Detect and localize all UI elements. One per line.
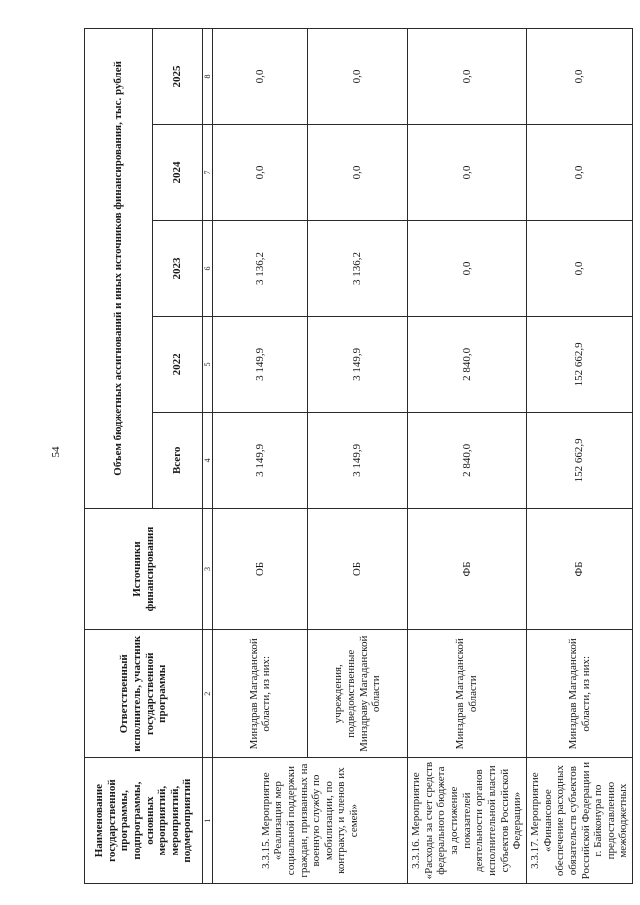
header-2023: 2023: [153, 220, 203, 316]
activity-cell: 3.3.16. Мероприятие «Расходы за счет средств федерального бюджета за достижение показателей деятельности органов исполнительной власти субъектов Российской Федерации»: [408, 758, 527, 884]
y2025-cell: 0,0: [213, 29, 308, 125]
column-number: 1: [203, 758, 213, 884]
executor-cell: Минздрав Магаданской области, из них:: [213, 630, 308, 758]
y2022-cell: 3 149,9: [213, 316, 308, 412]
header-2024: 2024: [153, 125, 203, 221]
y2022-cell: 2 840,0: [408, 316, 527, 412]
column-number: 5: [203, 316, 213, 412]
column-number: 3: [203, 508, 213, 630]
table-row: [308, 29, 408, 884]
funding-table: [84, 28, 633, 884]
y2022-cell: 152 662,9: [526, 316, 632, 412]
total-cell: 3 149,9: [213, 412, 308, 508]
column-number: 7: [203, 125, 213, 221]
y2022-cell: 3 149,9: [308, 316, 408, 412]
executor-cell: учреждения, подведомственные Минздраву Магаданской области: [308, 630, 408, 758]
header-2022: 2022: [153, 316, 203, 412]
total-cell: 2 840,0: [408, 412, 527, 508]
y2023-cell: 0,0: [526, 220, 632, 316]
y2024-cell: 0,0: [526, 125, 632, 221]
page-number: 54: [50, 446, 62, 458]
total-cell: 3 149,9: [308, 412, 408, 508]
y2024-cell: 0,0: [408, 125, 527, 221]
header-activity: Наименование государственной программы, подпрограммы, основных мероприятий, мероприятий, подмероприятий: [85, 758, 203, 884]
y2023-cell: 0,0: [408, 220, 527, 316]
column-number: 2: [203, 630, 213, 758]
column-number: 6: [203, 220, 213, 316]
funding-table-rotated: [84, 28, 630, 884]
y2023-cell: 3 136,2: [213, 220, 308, 316]
y2024-cell: 0,0: [213, 125, 308, 221]
source-cell: ФБ: [526, 508, 632, 630]
y2025-cell: 0,0: [526, 29, 632, 125]
header-2025: 2025: [153, 29, 203, 125]
header-source: Источники финансирования: [85, 508, 203, 630]
y2023-cell: 3 136,2: [308, 220, 408, 316]
table-row: [213, 29, 308, 884]
y2024-cell: 0,0: [308, 125, 408, 221]
activity-cell: 3.3.15. Мероприятие «Реализация мер социальной поддержки граждан, призванных на военную службу по мобилизации, по контракту, и членов их семей»: [213, 758, 408, 884]
source-cell: ФБ: [408, 508, 527, 630]
y2025-cell: 0,0: [308, 29, 408, 125]
source-cell: ОБ: [213, 508, 308, 630]
executor-cell: Минздрав Магаданской области: [408, 630, 527, 758]
y2025-cell: 0,0: [408, 29, 527, 125]
table-row: [408, 29, 527, 884]
header-total: Всего: [153, 412, 203, 508]
column-number: 8: [203, 29, 213, 125]
total-cell: 152 662,9: [526, 412, 632, 508]
header-funding-group: Объем бюджетных ассигнований и иных источников финансирования, тыс. рублей: [85, 29, 153, 509]
executor-cell: Минздрав Магаданской области, из них:: [526, 630, 632, 758]
activity-cell: 3.3.17. Мероприятие «Финансовое обеспечение расходных обязательств субъектов Российской Федерации и г. Байконура по предоставлению межбюджетных: [526, 758, 632, 884]
source-cell: ОБ: [308, 508, 408, 630]
header-executor: Ответственный исполнитель, участник государственной программы: [85, 630, 203, 758]
column-number: 4: [203, 412, 213, 508]
table-row: [526, 29, 632, 884]
